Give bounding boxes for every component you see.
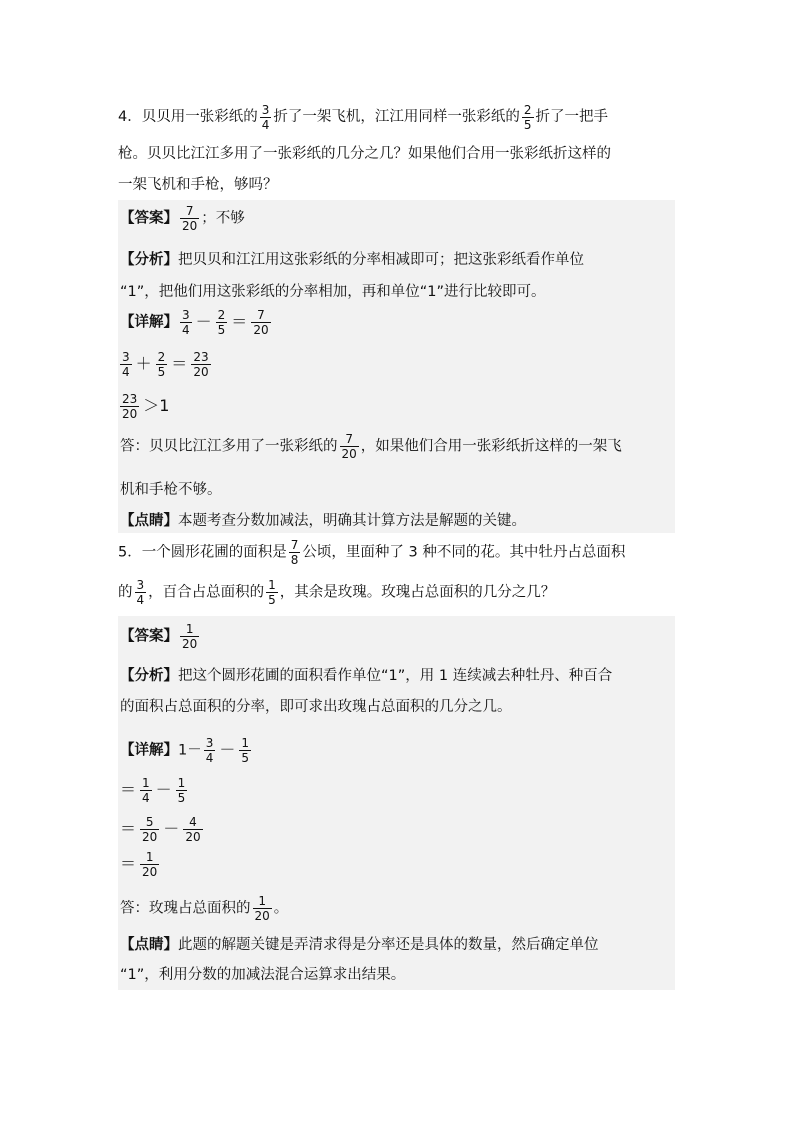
fraction: $\frac{4}{20}$ (185, 815, 201, 844)
reply-5: 答：玫瑰占总面积的 $\frac{1}{20}$ 。 (120, 894, 289, 923)
question-4-line-3: 一架飞机和手枪，够吗？ (118, 177, 278, 193)
fraction: $\frac{1}{5}$ (268, 578, 276, 607)
reply-4-line-1: 答：贝贝比江江多用了一张彩纸的 $\frac{7}{20}$ ，如果他们合用一张彩纸折这样的一架飞 (120, 432, 622, 461)
fraction: $\frac{3}{4}$ (182, 308, 190, 337)
answer-4: 【答案】 $\frac{7}{20}$ ；不够 (120, 204, 245, 233)
fraction: $\frac{23}{20}$ (193, 350, 209, 379)
question-5-line-1: 5．一个圆形花圃的面积是 $\frac{7}{8}$ 公顷，里面种了 3 种不同的花。其中牡丹占总面积 (118, 538, 626, 567)
fraction: $\frac{7}{20}$ (341, 432, 357, 461)
detail-5-line-1: 【详解】1－ $\frac{3}{4}$ － $\frac{1}{5}$ (120, 736, 250, 765)
fraction: $\frac{3}{4}$ (122, 350, 130, 379)
question-4 (118, 102, 674, 200)
fraction: $\frac{3}{4}$ (136, 578, 145, 607)
detail-4-line-3: $\frac{23}{20}$ ＞1 (122, 392, 170, 421)
detail-5-line-4: ＝ $\frac{1}{20}$ (120, 850, 158, 879)
fraction: $\frac{1}{5}$ (177, 776, 186, 805)
fraction: $\frac{1}{4}$ (142, 776, 150, 805)
question-4-line-2: 枪。贝贝比江江多用了一张彩纸的几分之几？如果他们合用一张彩纸折这样的 (118, 146, 611, 162)
fraction: $\frac{1}{20}$ (254, 894, 270, 923)
fraction: $\frac{1}{20}$ (182, 622, 198, 651)
analysis-5-line-1: 【分析】把这个圆形花圃的面积看作单位“1”，用 1 连续减去种牡丹、种百合 (120, 668, 613, 684)
comment-5-line-1: 【点睛】此题的解题关键是弄清求得是分率还是具体的数量，然后确定单位 (120, 937, 599, 953)
answer-5: 【答案】 $\frac{1}{20}$ (120, 622, 198, 651)
detail-5-line-3: ＝ $\frac{5}{20}$ － $\frac{4}{20}$ (120, 815, 201, 844)
analysis-4-line-2: “1”，把他们用这张彩纸的分率相加，再和单位“1”进行比较即可。 (120, 284, 546, 300)
fraction: $\frac{3}{4}$ (205, 736, 214, 765)
fraction: $\frac{2}{5}$ (217, 308, 226, 337)
fraction: $\frac{7}{8}$ (290, 538, 299, 567)
detail-4-line-1: 【详解】 $\frac{3}{4}$ － $\frac{2}{5}$ ＝ $\frac{7}{20}$ (120, 308, 269, 337)
analysis-5-line-2: 的面积占总面积的分率，即可求出玫瑰占总面积的几分之几。 (120, 699, 512, 715)
reply-4-line-2: 机和手枪不够。 (120, 482, 222, 498)
fraction: $\frac{23}{20}$ (122, 392, 138, 421)
question-5-line-2: 的 $\frac{3}{4}$ ，百合占总面积的 $\frac{1}{5}$ ，其余是玫瑰。玫瑰占总面积的几分之几？ (118, 578, 556, 607)
fraction: $\frac{3}{4}$ (261, 102, 270, 132)
comment-5-line-2: “1”，利用分数的加减法混合运算求出结果。 (120, 967, 406, 983)
analysis-4-line-1: 【分析】把贝贝和江江用这张彩纸的分率相减即可；把这张彩纸看作单位 (120, 252, 584, 268)
detail-4-line-2: $\frac{3}{4}$ ＋ $\frac{2}{5}$ ＝ $\frac{23}{20}$ (122, 350, 209, 379)
fraction: $\frac{7}{20}$ (182, 204, 198, 233)
fraction: $\frac{1}{5}$ (241, 736, 250, 765)
fraction: $\frac{7}{20}$ (253, 308, 269, 337)
fraction: $\frac{2}{5}$ (157, 350, 166, 379)
detail-5-line-2: ＝ $\frac{1}{4}$ － $\frac{1}{5}$ (120, 776, 186, 805)
fraction: $\frac{2}{5}$ (523, 102, 532, 132)
fraction: $\frac{5}{20}$ (142, 815, 158, 844)
comment-4: 【点睛】本题考查分数加减法，明确其计算方法是解题的关键。 (120, 513, 526, 529)
question-4-line-1: 4．贝贝用一张彩纸的 $\frac{3}{4}$ 折了一架飞机，江江用同样一张彩纸的 $\frac{2}{5}$ 折了一把手 (118, 102, 609, 132)
fraction: $\frac{1}{20}$ (142, 850, 158, 879)
